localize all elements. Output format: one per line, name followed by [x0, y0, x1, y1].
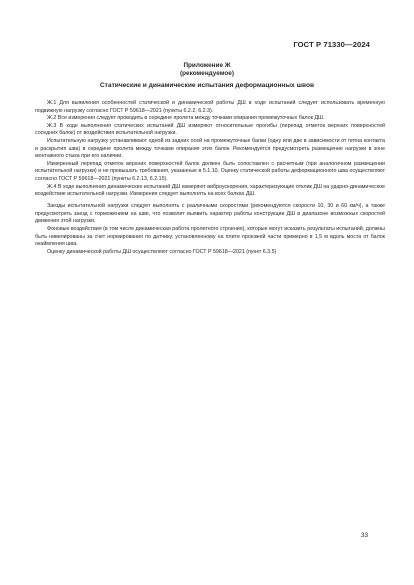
paragraph-dynamic-assessment: Оценку динамической работы ДШ осуществляют согласно ГОСТ Р 59618—2021 (пункт 6.3.5)	[47, 248, 277, 255]
paragraph-background-effects: Фоновые воздействия (в том числе динамическая работа пролетного строения), которые могут исказить результаты испытаний, должны быть нивелированы за счет нормирования по датчику, установленному на плите проезжей части примерно в 1,5 м вдоль моста от балок окаймления шва.	[35, 226, 385, 248]
appendix-subtitle: (рекомендуемое)	[180, 70, 234, 77]
paragraph-zh3: Ж.3 В ходе выполнения статических испытаний ДШ измеряют относительные прогибы (перепад отметок верхних поверхностей соседних балок) от воздействия испытательной нагрузки.	[35, 122, 385, 137]
page-header-standard-code: ГОСТ Р 71330—2024	[293, 40, 370, 49]
paragraph-zh1: Ж.1 Для выявления особенностей статической и динамической работы ДШ в ходе испытаний следует использовать временную подвижную нагрузку согласно ГОСТ Р 59618—2021 (пункты 6.2.2, 6.2.3).	[35, 100, 385, 114]
appendix-title: Приложение Ж	[183, 62, 231, 69]
paragraph-load-placement: Испытательную нагрузку устанавливают одной из задних осей на промежуточные балки (одну или две в зависимости от пятна контакта и раскрытия шва) в середине пролета между точками опирания этих балок. Рекомендуется предусмотреть размещение нагрузки в зоне монтажного стыка при его наличии.	[35, 137, 385, 160]
paragraph-load-runs: Заезды испытательной нагрузки следует выполнять с различными скоростями (рекомендуются скорости 10, 30 и 60 км/ч), а также предусмотреть заезд с торможением на шве, что позволит выявить характер работы конструкции ДШ в диапазоне возможных скоростей движения этой нагрузки.	[35, 203, 385, 225]
paragraph-zh2: Ж.2 Все измерения следует проводить в середине пролета между точками опирания промежуточных балок ДШ.	[47, 115, 325, 122]
document-body	[35, 100, 385, 256]
page-number: 33	[360, 532, 368, 539]
section-title: Статические и динамические испытания деформационных швов	[99, 82, 315, 89]
paragraph-zh4: Ж.4 В ходе выполнения динамических испытаний ДШ измеряют виброускорения, характеризующие отклик ДШ на ударно-динамическое воздействие испытательной нагрузки. Измерения следует выполнять на всех балках ДШ.	[35, 183, 385, 198]
paragraph-measured-drop: Измеренный перепад отметок верхних поверхностей балок должен быть сопоставлен с расчетным (при аналогичном размещении испытательной нагрузки) и не превышать требования, указанные в 5.1.10. Оценку статической работы деформационного шва осуществляют согласно ГОСТ Р 59618—2021 (пункты 6.2.13, 6.2.15).	[35, 160, 385, 182]
appendix-heading	[0, 62, 414, 78]
